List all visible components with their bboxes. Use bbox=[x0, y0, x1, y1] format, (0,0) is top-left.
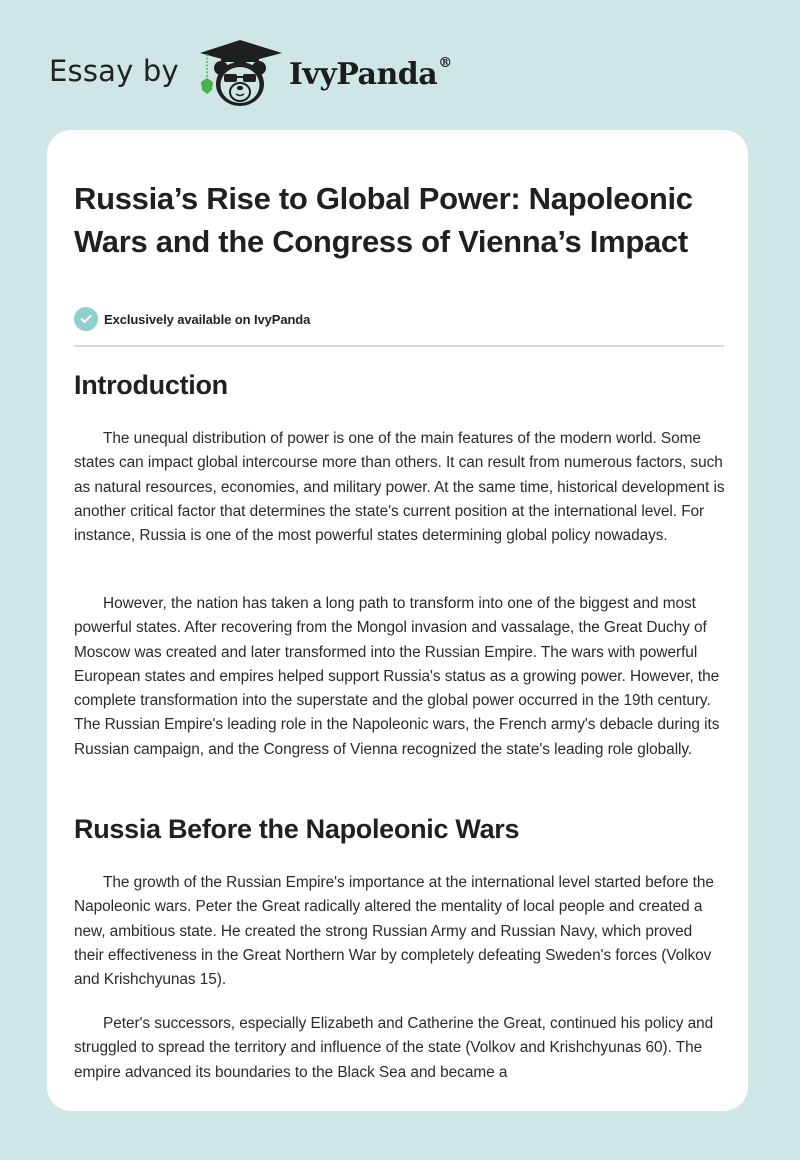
essay-title: Russia’s Rise to Global Power: Napoleonic Wars and the Congress of Vienna’s Impact bbox=[74, 181, 693, 259]
paragraph: The growth of the Russian Empire's importance at the international level started before the Napoleonic wars. Peter the Great radically altered the mentality of local people and created a new, ambitious state. He created the strong Russian Army and Russian Navy, which proved their effectiveness in the Great Northern War by completely defeating Sweden's forces (Volkov and Krishchyunas 15). bbox=[74, 874, 714, 989]
exclusive-badge-text: Exclusively available on IvyPanda bbox=[104, 311, 311, 327]
brand-logo-link[interactable] bbox=[49, 36, 452, 108]
essay-by-label: Essay by bbox=[49, 54, 179, 88]
divider bbox=[74, 345, 724, 347]
registered-mark: ® bbox=[438, 54, 452, 71]
essay-card bbox=[47, 130, 748, 1111]
paragraph: The unequal distribution of power is one of the main features of the modern world. Some states can impact global intercourse more than others. It can result from numerous factors, such as natural resources, economies, and military power. At the same time, historical development is another critical factor that determines the state's current position at the international level. For instance, Russia is one of the most powerful states determining global policy nowadays. bbox=[74, 430, 725, 545]
check-circle-icon bbox=[74, 307, 98, 331]
exclusive-badge bbox=[74, 307, 310, 331]
panda-graduate-icon bbox=[197, 36, 283, 108]
section-heading-russia-before-napoleonic-wars: Russia Before the Napoleonic Wars bbox=[74, 814, 520, 844]
paragraph: Peter's successors, especially Elizabeth and Catherine the Great, continued his policy and struggled to spread the territory and influence of the state (Volkov and Krishchyunas 60). The empire advanced its boundaries to the Black Sea and became a bbox=[74, 1015, 714, 1081]
section-heading-introduction: Introduction bbox=[74, 370, 228, 400]
site-header bbox=[0, 0, 800, 130]
paragraph: However, the nation has taken a long path to transform into one of the biggest and most powerful states. After recovering from the Mongol invasion and vassalage, the Great Duchy of Moscow was created and later transformed into the Russian Empire. The wars with powerful European states and empires helped support Russia's status as a growing power. However, the complete transformation into the superstate and the global power occurred in the 19th century. The Russian Empire's leading role in the Napoleonic wars, the French army's debacle during its Russian campaign, and the Congress of Vienna recognized the state's leading role globally. bbox=[74, 595, 720, 758]
brand-name: IvyPanda® bbox=[288, 54, 452, 92]
